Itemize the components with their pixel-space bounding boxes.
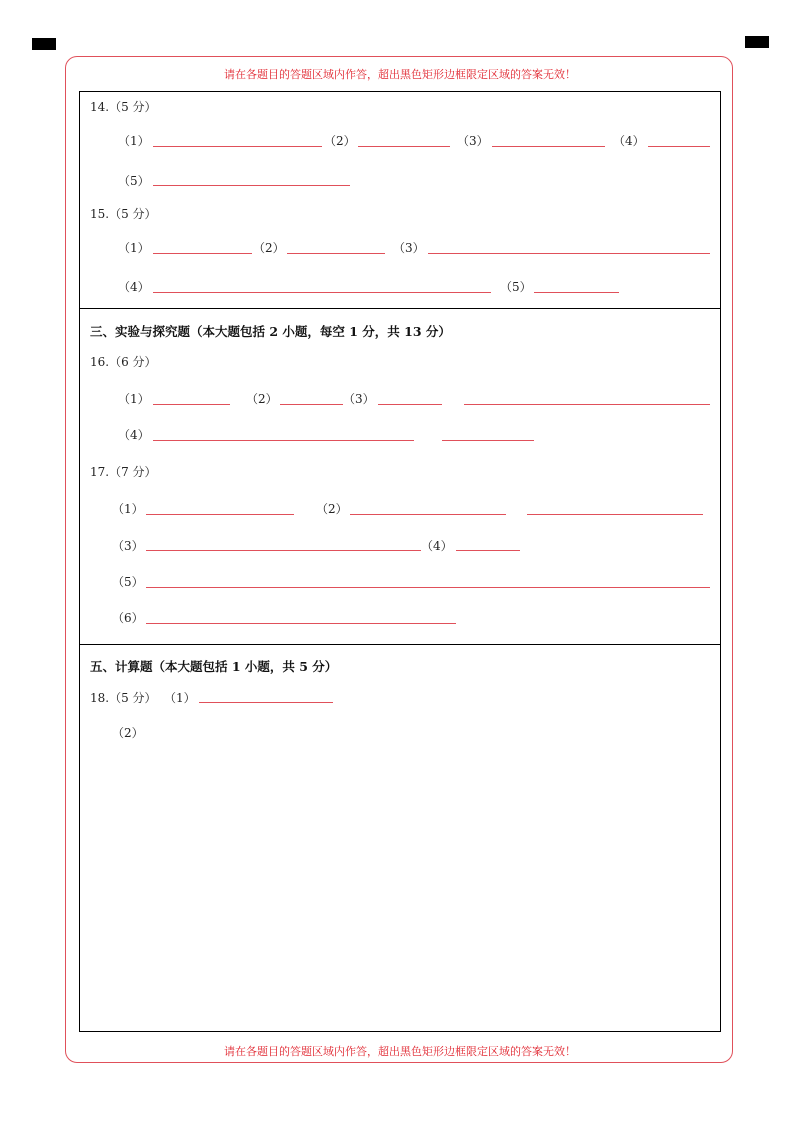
- q18-work-area[interactable]: [90, 745, 710, 1025]
- registration-mark-right: [745, 36, 769, 48]
- q14-label-4: （4）: [613, 134, 645, 148]
- q16-title: 16.（6 分）: [90, 355, 157, 369]
- section5-heading: 五、计算题（本大题包括 1 小题，共 5 分）: [90, 659, 338, 674]
- q15-label-4: （4）: [118, 280, 150, 294]
- q15-label-3: （3）: [393, 241, 425, 255]
- notice-bottom: 请在各题目的答题区域内作答，超出黑色矩形边框限定区域的答案无效！: [224, 1045, 576, 1058]
- section3-heading: 三、实验与探究题（本大题包括 2 小题，每空 1 分，共 13 分）: [90, 324, 451, 339]
- q14-title: 14.（5 分）: [90, 100, 157, 114]
- q16-label-4: （4）: [118, 428, 150, 442]
- q16-answer-line-2[interactable]: [280, 404, 343, 405]
- q17-title: 17.（7 分）: [90, 465, 157, 479]
- q18-label-1: （1）: [164, 691, 196, 705]
- q16-answer-line-3a[interactable]: [378, 404, 442, 405]
- q17-label-4: （4）: [421, 539, 453, 553]
- q17-label-6: （6）: [112, 611, 144, 625]
- answer-box-q14-q15: [79, 91, 721, 309]
- q17-answer-line-2a[interactable]: [350, 514, 506, 515]
- answer-box-section3: [79, 308, 721, 645]
- q15-label-2: （2）: [253, 241, 285, 255]
- q15-answer-line-1[interactable]: [153, 253, 252, 254]
- registration-mark-left: [32, 38, 56, 50]
- q17-label-5: （5）: [112, 575, 144, 589]
- q17-label-3: （3）: [112, 539, 144, 553]
- q14-answer-line-2[interactable]: [358, 146, 450, 147]
- q15-answer-line-3[interactable]: [428, 253, 710, 254]
- q14-label-5: （5）: [118, 174, 150, 188]
- q16-answer-line-3b[interactable]: [464, 404, 710, 405]
- q16-label-2: （2）: [246, 392, 278, 406]
- q16-label-3: （3）: [343, 392, 375, 406]
- q15-label-5: （5）: [500, 280, 532, 294]
- q18-label-2: （2）: [112, 726, 144, 740]
- q14-answer-line-4[interactable]: [648, 146, 710, 147]
- q16-answer-line-4b[interactable]: [442, 440, 534, 441]
- q17-answer-line-3[interactable]: [146, 550, 421, 551]
- q14-answer-line-5[interactable]: [153, 185, 350, 186]
- q14-label-3: （3）: [457, 134, 489, 148]
- q16-answer-line-1[interactable]: [153, 404, 230, 405]
- q15-answer-line-4[interactable]: [153, 292, 491, 293]
- q17-label-1: （1）: [112, 502, 144, 516]
- q17-answer-line-1[interactable]: [146, 514, 294, 515]
- q17-answer-line-4[interactable]: [456, 550, 520, 551]
- q17-answer-line-2b[interactable]: [527, 514, 703, 515]
- q15-label-1: （1）: [118, 241, 150, 255]
- q15-answer-line-5[interactable]: [534, 292, 619, 293]
- q17-answer-line-6[interactable]: [146, 623, 456, 624]
- q14-label-2: （2）: [324, 134, 356, 148]
- q14-answer-line-3[interactable]: [492, 146, 605, 147]
- q17-label-2: （2）: [316, 502, 348, 516]
- q15-answer-line-2[interactable]: [287, 253, 385, 254]
- q14-answer-line-1[interactable]: [153, 146, 322, 147]
- q18-answer-line-1[interactable]: [199, 702, 333, 703]
- notice-top: 请在各题目的答题区域内作答，超出黑色矩形边框限定区域的答案无效！: [224, 68, 576, 81]
- q18-title: 18.（5 分）: [90, 691, 157, 705]
- q16-label-1: （1）: [118, 392, 150, 406]
- q15-title: 15.（5 分）: [90, 207, 157, 221]
- q17-answer-line-5[interactable]: [146, 587, 710, 588]
- q14-label-1: （1）: [118, 134, 150, 148]
- q16-answer-line-4a[interactable]: [153, 440, 414, 441]
